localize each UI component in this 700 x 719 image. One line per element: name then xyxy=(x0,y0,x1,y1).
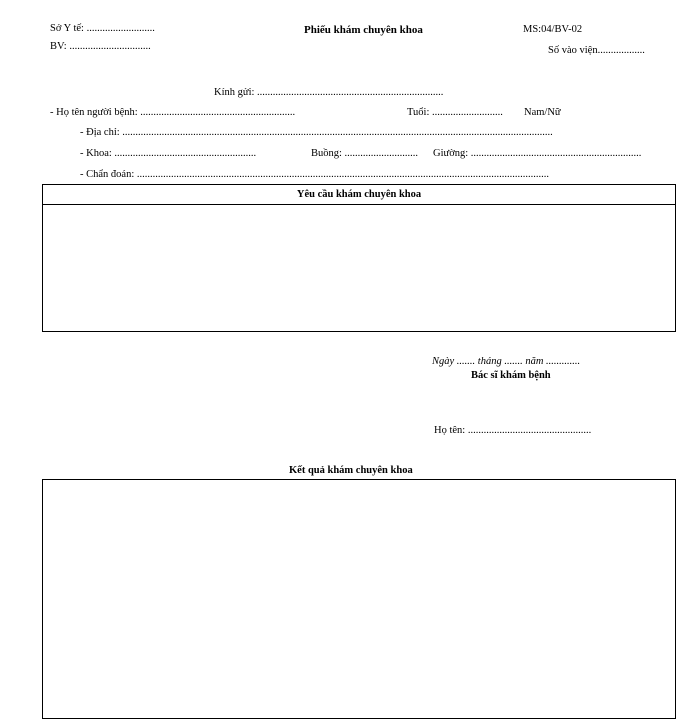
form-title: Phiếu khám chuyên khoa xyxy=(304,24,423,36)
addressee-field: Kính gửi: ....................................................................... xyxy=(214,87,444,98)
bed-field: Giường: ................................................................. xyxy=(433,148,642,159)
department-field: - Khoa: ...................................................... xyxy=(80,148,257,159)
doctor-role: Bác sĩ khám bệnh xyxy=(471,370,551,381)
age-field: Tuổi: ........................... xyxy=(407,107,503,118)
diagnosis-field: - Chẩn đoán: ............................................................................................................................................................. xyxy=(80,169,549,180)
request-header xyxy=(43,185,675,205)
room-field: Buồng: ............................ xyxy=(311,148,419,159)
request-title: Yêu cầu khám chuyên khoa xyxy=(296,189,422,200)
result-title: Kết quả khám chuyên khoa xyxy=(289,465,413,476)
address-field: - Địa chỉ: .................................................................................................................................................................... xyxy=(80,127,553,138)
result-content xyxy=(43,480,675,488)
result-box xyxy=(42,479,676,719)
admission-number-field: Số vào viện.................. xyxy=(548,45,645,56)
request-box xyxy=(42,184,676,332)
date-line: Ngày ....... tháng ....... năm ............. xyxy=(432,356,581,367)
doctor-name-field: Họ tên: ............................................... xyxy=(434,425,592,436)
hospital-field: BV: ............................... xyxy=(50,41,151,52)
patient-name-field: - Họ tên người bệnh: ........................................................... xyxy=(50,107,296,118)
form-code: MS:04/BV-02 xyxy=(523,24,583,35)
request-content xyxy=(43,205,675,213)
so-y-te-field: Sở Y tế: .......................... xyxy=(50,23,155,34)
gender-field: Nam/Nữ xyxy=(524,107,561,118)
